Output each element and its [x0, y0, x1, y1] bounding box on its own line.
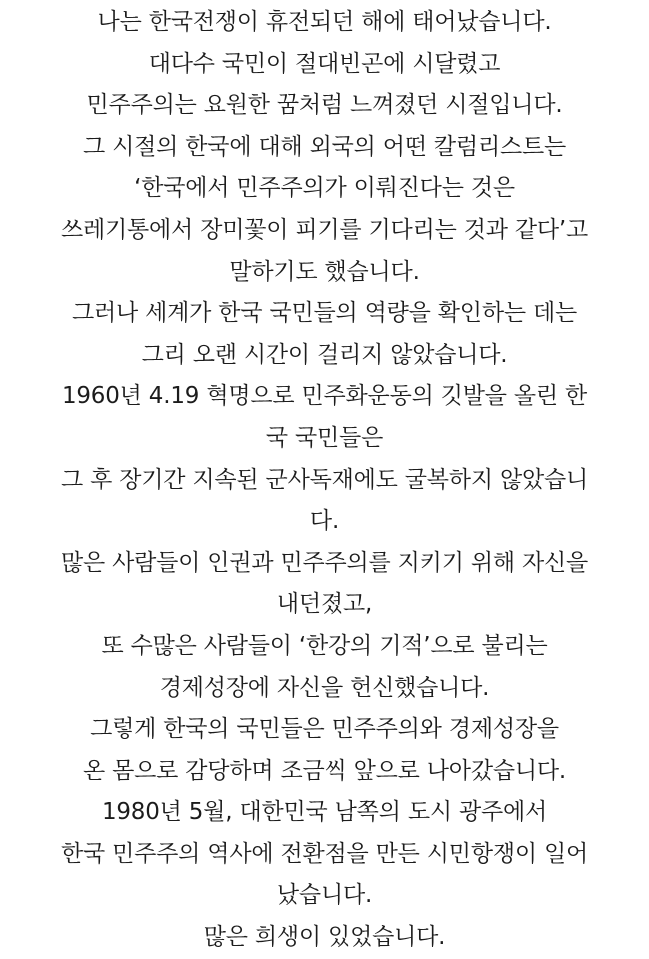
- text-line: 또 수많은 사람들이 ‘한강의 기적’으로 불리는: [101, 632, 548, 659]
- text-line: 쓰레기통에서 장미꽃이 피기를 기다리는 것과 같다’고: [60, 216, 589, 243]
- text-line: 온 몸으로 감당하며 조금씩 앞으로 나아갔습니다.: [82, 757, 567, 784]
- text-line: 많은 희생이 있었습니다.: [203, 924, 446, 951]
- text-line: 그 시절의 한국에 대해 외국의 어떤 칼럼리스트는: [82, 133, 567, 160]
- text-line: ‘한국에서 민주주의가 이뤄진다는 것은: [134, 175, 515, 202]
- text-line: 다.: [309, 508, 340, 535]
- text-line: 내던졌고,: [276, 591, 373, 618]
- text-line: 그렇게 한국의 국민들은 민주주의와 경제성장을: [90, 716, 559, 743]
- text-line: 민주주의는 요원한 꿈처럼 느껴졌던 시절입니다.: [86, 92, 563, 119]
- text-line: 한국 민주주의 역사에 전환점을 만든 시민항쟁이 일어: [60, 840, 589, 867]
- text-line: 그리 오랜 시간이 걸리지 않았습니다.: [141, 341, 508, 368]
- text-line: 많은 사람들이 인권과 민주주의를 지키기 위해 자신을: [60, 549, 589, 576]
- text-line: 나는 한국전쟁이 휴전되던 해에 태어났습니다.: [97, 9, 552, 35]
- text-line: 대다수 국민이 절대빈곤에 시달렸고: [148, 50, 501, 77]
- text-line: 국 국민들은: [265, 424, 384, 451]
- text-line: 1980년 5월, 대한민국 남쪽의 도시 광주에서: [101, 799, 548, 826]
- text-line: 경제성장에 자신을 헌신했습니다.: [159, 674, 490, 701]
- text-line: 그러나 세계가 한국 국민들의 역량을 확인하는 데는: [71, 300, 578, 327]
- text-line: 났습니다.: [276, 882, 373, 909]
- text-line: 1960년 4.19 혁명으로 민주화운동의 깃발을 올린 한: [61, 383, 588, 410]
- text-line: 말하기도 했습니다.: [229, 258, 420, 285]
- text-line: 그 후 장기간 지속된 군사독재에도 굴복하지 않았습니: [60, 466, 589, 493]
